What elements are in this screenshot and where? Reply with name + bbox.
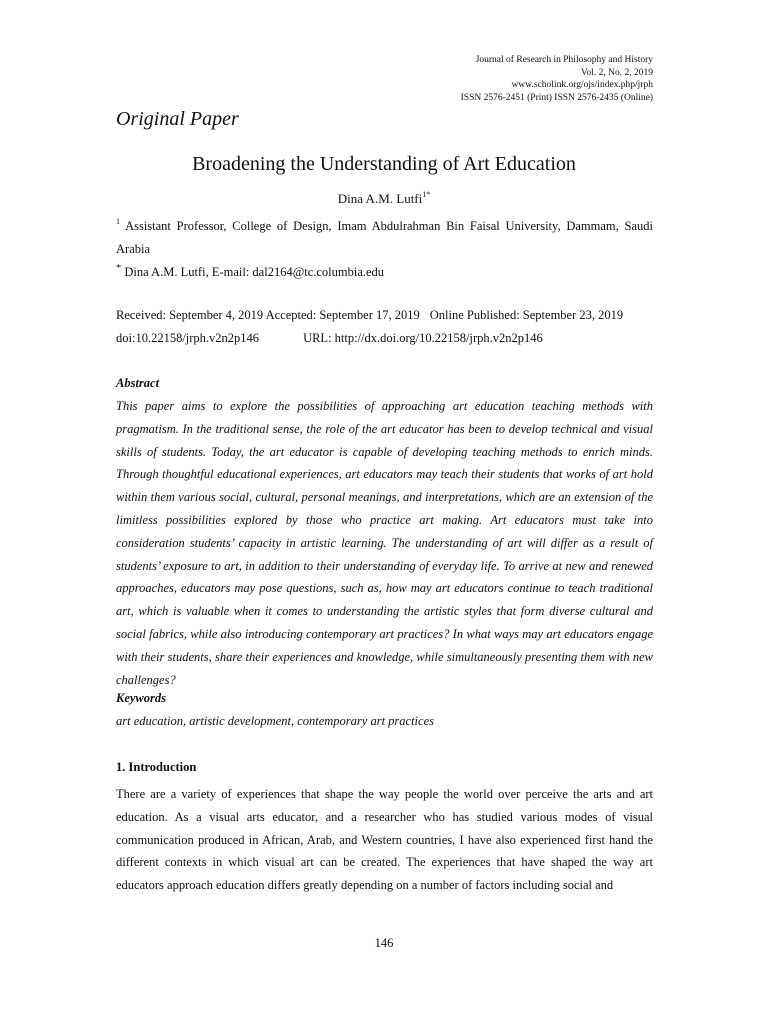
- author-marker: 1*: [422, 190, 431, 199]
- journal-header: [461, 54, 653, 104]
- abstract-body: This paper aims to explore the possibilities of approaching art education teaching methods with pragmatism. In the traditional sense, the role of the art educator has been to develop technical and visual skills of students. Today, the art educator is capable of developing teaching methods to enrich minds. Through thoughtful educational experiences, art educators may teach their students that works of art hold within them various social, cultural, personal meanings, and interpretations, which are an extension of the limitless possibilities explored by those who practice art making. Art educators must take into consideration students’ capacity in artistic learning. The understanding of art will differ as a result of students’ exposure to art, in addition to their understanding of everyday life. To arrive at new and renewed approaches, educators may pose questions, such as, how may art educators continue to teach traditional art, which is valuable when it comes to understanding the artistic styles that form diverse cultural and social fabrics, while also introducing contemporary art practices? In what ways may art educators engage with their students, share their experiences and knowledge, while simultaneously presenting them with new challenges?: [116, 399, 653, 687]
- abstract-heading: Abstract: [116, 376, 160, 390]
- dates-line: [116, 304, 653, 327]
- doi-url[interactable]: URL: http://dx.doi.org/10.22158/jrph.v2n2p146: [303, 330, 543, 345]
- publication-dates: [116, 304, 653, 350]
- journal-name: Journal of Research in Philosophy and History: [475, 55, 653, 65]
- affiliation-text: Assistant Professor, College of Design, Imam Abdulrahman Bin Faisal University, Dammam, Saudi Arabia: [116, 219, 653, 256]
- doi-line: [116, 327, 653, 350]
- online-published: Online Published: September 23, 2019: [429, 308, 624, 322]
- affiliation: [116, 211, 653, 261]
- corresponding-marker: *: [116, 263, 122, 274]
- page-number: 146: [374, 936, 394, 950]
- author-name: Dina A.M. Lutfi: [337, 191, 423, 206]
- affiliation-marker: 1: [116, 217, 120, 226]
- keywords-body: art education, artistic development, contemporary art practices: [116, 714, 434, 728]
- keywords-heading: Keywords: [116, 691, 166, 705]
- introduction-heading: 1. Introduction: [116, 760, 197, 774]
- corresponding-author: [116, 258, 653, 284]
- introduction-body: There are a variety of experiences that shape the way people the world over perceive the arts and art education. As a visual arts educator, and a researcher who has studied various modes of visual communication produced in African, Arab, and Western countries, I have also experienced first hand the different contexts in which visual art can be created. The experiences that have shaped the way art educators approach education differs greatly depending on a number of factors including social and: [116, 787, 653, 893]
- doi: doi:10.22158/jrph.v2n2p146: [116, 330, 260, 345]
- journal-url: www.scholink.org/ojs/index.php/jrph: [511, 80, 653, 91]
- author-line: [0, 190, 768, 207]
- journal-issn: ISSN 2576-2451 (Print) ISSN 2576-2435 (Online): [460, 92, 653, 103]
- paper-type-label: Original Paper: [116, 108, 239, 130]
- corresponding-text: Dina A.M. Lutfi, E-mail: dal2164@tc.columbia.edu: [121, 265, 385, 280]
- paper-title: Broadening the Understanding of Art Education: [192, 153, 576, 175]
- received-accepted: Received: September 4, 2019 Accepted: September 17, 2019: [116, 308, 420, 322]
- journal-volume: Vol. 2, No. 2, 2019: [580, 67, 653, 78]
